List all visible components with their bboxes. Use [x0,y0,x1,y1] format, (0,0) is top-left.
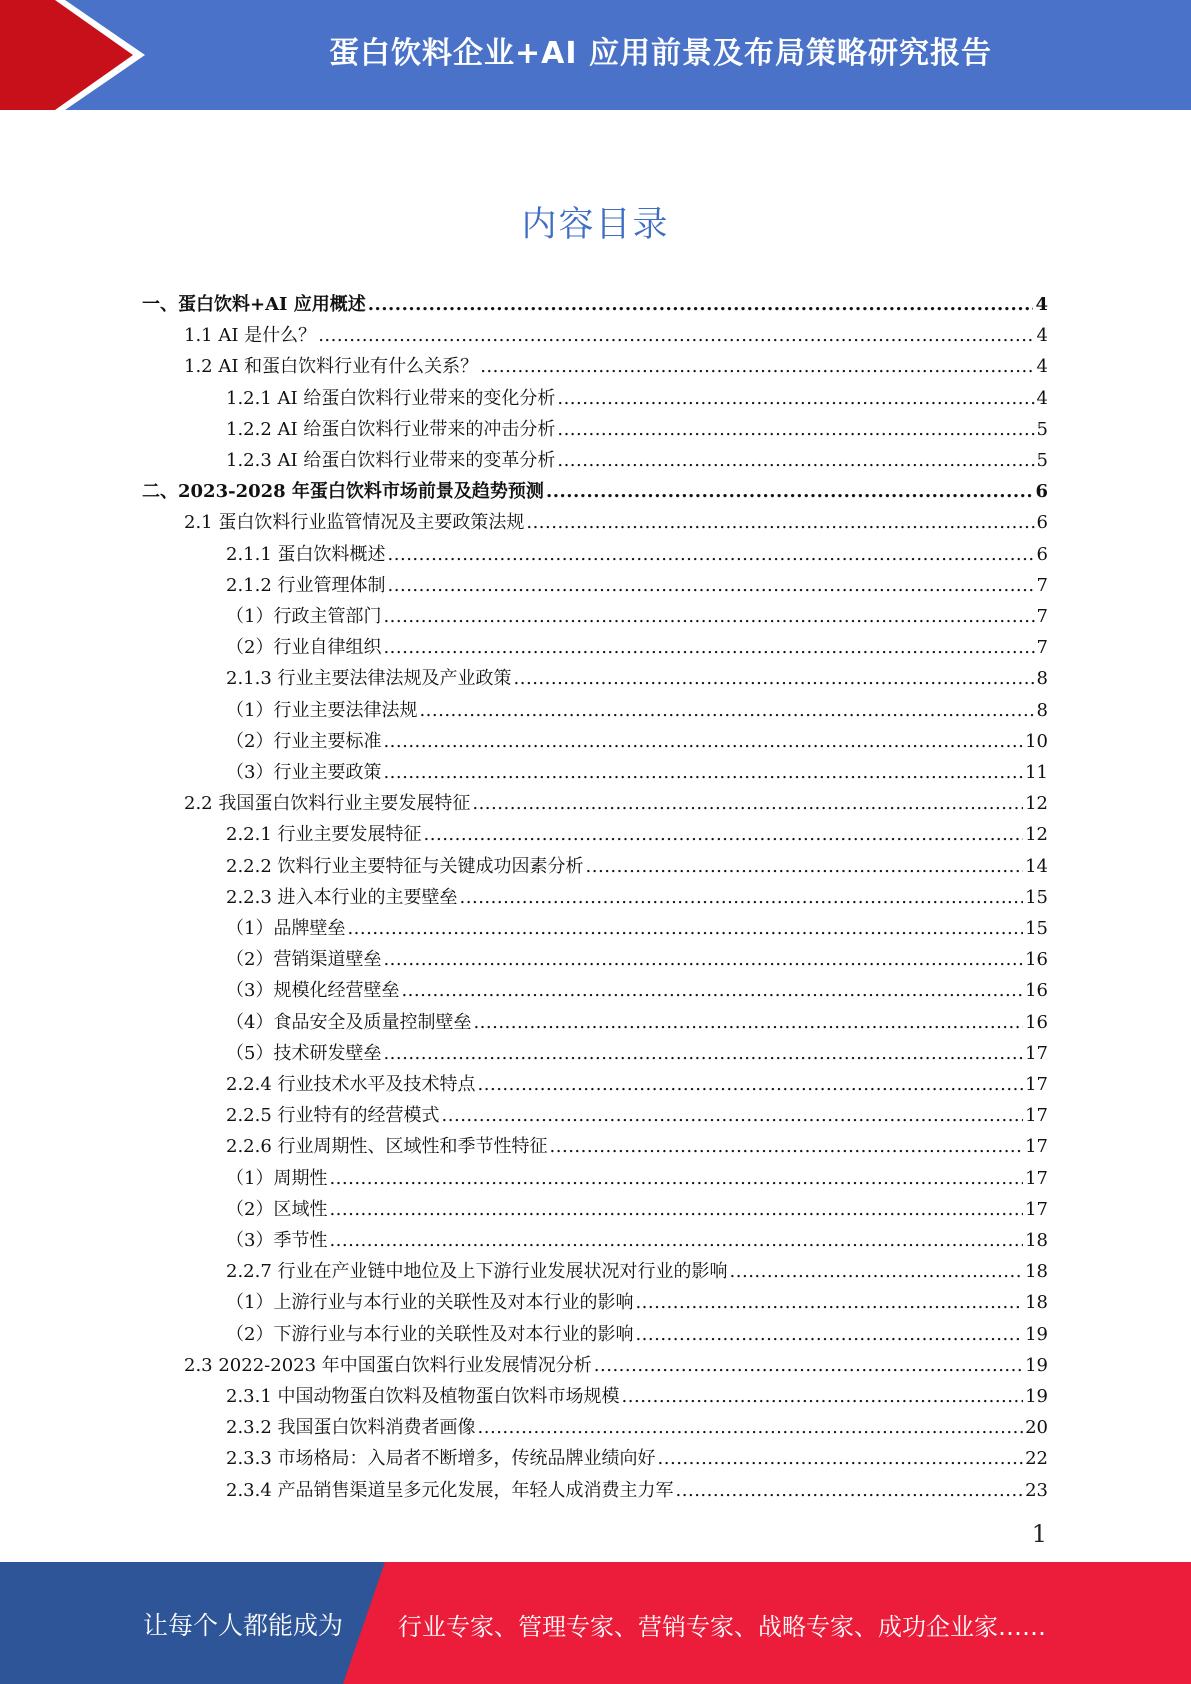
toc-entry[interactable] [142,285,1048,316]
toc-entry-title: 1.2.3 AI 给蛋白饮料行业带来的变革分析 [226,450,556,471]
toc-entry-page: 6 [1036,512,1048,534]
toc-entry-page: 7 [1036,606,1048,627]
toc-entry[interactable] [226,566,1048,597]
toc-entry-title: （1）品牌壁垒 [226,918,346,939]
toc-entry-title: （2）行业自律组织 [226,637,382,659]
toc-entry[interactable] [226,971,1048,1002]
toc-entry[interactable] [226,535,1048,566]
toc-entry[interactable] [184,1346,1048,1377]
toc-entry-title: （1）行业主要法律法规 [226,699,418,721]
toc-entry-title: （2）行业主要标准 [226,730,382,752]
toc-entry-page: 6 [1035,481,1048,503]
toc-entry[interactable] [226,410,1048,441]
toc-entry-page: 4 [1036,387,1048,409]
toc-entry-page: 20 [1025,1417,1048,1439]
toc-entry-page: 8 [1036,699,1048,721]
toc-entry-title: 1.2.1 AI 给蛋白饮料行业带来的变化分析 [226,387,556,409]
toc-entry[interactable] [184,347,1048,378]
toc-entry-page: 10 [1025,730,1048,752]
toc-dot-leader [442,1105,1024,1127]
toc-entry-title: （3）行业主要政策 [226,762,382,783]
toc-dot-leader [635,1292,1023,1314]
toc-dot-leader [526,512,1034,534]
toc-entry[interactable] [226,1283,1048,1314]
toc-heading: 内容目录 [521,205,670,245]
toc-dot-leader [383,606,1034,628]
toc-entry-title: 2.1.3 行业主要法律法规及产业政策 [226,668,512,690]
toc-entry[interactable] [184,316,1048,347]
toc-entry-page: 7 [1036,574,1048,596]
footer-slogan-right: 行业专家、管理专家、营销专家、战略专家、成功企业家…… [398,1613,1046,1641]
toc-entry-title: 2.2 我国蛋白饮料行业主要发展特征 [184,793,471,815]
toc-entry-page: 19 [1025,1386,1048,1407]
toc-entry[interactable] [184,503,1048,534]
toc-dot-leader [557,450,1034,472]
toc-dot-leader [383,949,1023,971]
toc-entry-page: 23 [1025,1479,1048,1501]
toc-dot-leader [419,700,1034,722]
toc-entry-title: 2.3.2 我国蛋白饮料消费者画像 [226,1417,476,1439]
toc-dot-leader [635,1324,1023,1346]
toc-dot-leader [424,824,1024,846]
toc-dot-leader [368,294,1034,316]
toc-entry[interactable] [226,722,1048,753]
toc-entry-title: 2.2.5 行业特有的经营模式 [226,1105,440,1127]
toc-entry[interactable] [226,1127,1048,1158]
toc-entry-title: 1.1 AI 是什么？ [184,325,317,347]
toc-entry[interactable] [226,379,1048,410]
toc-dot-leader [329,1199,1023,1221]
toc-entry-page: 7 [1036,637,1048,659]
toc-entry[interactable] [226,628,1048,659]
toc-entry-title: （1）行政主管部门 [226,606,382,627]
toc-entry[interactable] [226,659,1048,690]
header-band [0,0,1191,110]
toc-entry-page: 6 [1036,543,1048,565]
toc-entry-page: 16 [1025,1011,1048,1033]
toc-entry-page: 22 [1025,1448,1048,1470]
toc-dot-leader [676,1480,1024,1502]
toc-dot-leader [383,762,1023,784]
toc-entry-title: 1.2 AI 和蛋白饮料行业有什么关系？ [184,356,479,378]
toc-entry-page: 17 [1025,1042,1048,1064]
toc-entry-title: （5）技术研发壁垒 [226,1042,382,1064]
toc-entry-title: 2.1.2 行业管理体制 [226,574,386,596]
toc-entry-page: 17 [1025,1105,1048,1127]
toc-dot-leader [388,575,1035,597]
toc-entry-title: 2.2.7 行业在产业链中地位及上下游行业发展状况对行业的影响 [226,1261,728,1283]
toc-dot-leader [586,856,1024,878]
toc-entry-page: 17 [1025,1074,1048,1095]
toc-entry-title: 2.2.6 行业周期性、区域性和季节性特征 [226,1136,548,1158]
toc-entry-title: （4）食品安全及质量控制壁垒 [226,1011,472,1033]
toc-entry-title: （2）区域性 [226,1198,328,1220]
toc-entry-title: 二、2023-2028 年蛋白饮料市场前景及趋势预测 [142,481,544,503]
toc-dot-leader [329,1168,1023,1190]
toc-entry[interactable] [226,909,1048,940]
toc-entry-title: （1）周期性 [226,1167,328,1189]
toc-entry[interactable] [142,472,1048,503]
toc-entry-page: 18 [1025,1230,1048,1251]
toc-dot-leader [401,980,1023,1002]
toc-entry[interactable] [226,441,1048,472]
toc-dot-leader [383,637,1034,659]
toc-entry-title: （2）营销渠道壁垒 [226,949,382,971]
toc-dot-leader [550,1136,1024,1158]
toc-dot-leader [622,1386,1024,1408]
toc-entry-page: 17 [1025,1136,1048,1158]
toc-entry[interactable] [184,784,1048,815]
toc-entry-page: 5 [1036,418,1048,440]
toc-entry-title: 2.3 2022-2023 年中国蛋白饮料行业发展情况分析 [184,1354,592,1376]
toc-dot-leader [473,1012,1023,1034]
toc-entry[interactable] [226,1034,1048,1065]
toc-entry[interactable] [226,847,1048,878]
toc-dot-leader [460,887,1024,909]
footer-slogan-left: 让每个人都能成为 [143,1611,344,1640]
toc-entry[interactable] [226,940,1048,971]
toc-entry-page: 15 [1025,918,1048,939]
toc-entry-page: 15 [1025,886,1048,908]
toc-entry-page: 12 [1025,824,1048,846]
toc-entry[interactable] [226,753,1048,784]
toc-entry[interactable] [226,878,1048,909]
toc-entry-title: （2）下游行业与本行业的关联性及对本行业的影响 [226,1323,634,1345]
toc-entry-page: 19 [1025,1354,1048,1376]
toc-entry-title: 2.2.3 进入本行业的主要壁垒 [226,886,458,908]
report-title: 蛋白饮料企业+AI 应用前景及布局策略研究报告 [329,36,992,71]
toc-entry-title: 2.3.4 产品销售渠道呈多元化发展，年轻人成消费主力军 [226,1479,674,1501]
toc-entry-page: 17 [1025,1167,1048,1189]
toc-dot-leader [383,731,1023,753]
toc-entry[interactable] [226,597,1048,628]
toc-dot-leader [383,1043,1023,1065]
toc-entry-page: 18 [1025,1261,1048,1283]
toc-entry[interactable] [226,1315,1048,1346]
toc-dot-leader [388,544,1035,566]
toc-entry-page: 14 [1025,855,1048,877]
toc-entry-title: 2.3.3 市场格局：入局者不断增多，传统品牌业绩向好 [226,1448,656,1470]
toc-dot-leader [478,1417,1024,1439]
toc-entry[interactable] [226,691,1048,722]
toc-dot-leader [557,419,1034,441]
toc-entry-page: 16 [1025,980,1048,1002]
toc-entry-page: 17 [1025,1198,1048,1220]
toc-entry-page: 4 [1036,325,1048,347]
toc-entry-title: （3）季节性 [226,1230,328,1251]
toc-entry[interactable] [226,1003,1048,1034]
toc-entry[interactable] [226,1065,1048,1096]
toc-dot-leader [347,918,1023,940]
toc-entry[interactable] [226,1408,1048,1439]
toc-entry[interactable] [226,1190,1048,1221]
toc-dot-leader [514,668,1035,690]
toc-entry-title: 2.1 蛋白饮料行业监管情况及主要政策法规 [184,512,525,534]
toc-entry-title: （1）上游行业与本行业的关联性及对本行业的影响 [226,1292,634,1314]
toc-dot-leader [472,793,1023,815]
toc-entry-title: 一、蛋白饮料+AI 应用概述 [142,294,366,315]
toc-entry[interactable] [226,1221,1048,1252]
toc-entry-title: 2.2.2 饮料行业主要特征与关键成功因素分析 [226,855,584,877]
toc-entry-page: 11 [1025,762,1048,783]
toc-entry[interactable] [226,1096,1048,1127]
toc-entry-page: 18 [1025,1292,1048,1314]
toc-dot-leader [594,1355,1023,1377]
toc-entry-page: 5 [1036,450,1048,471]
toc-entry-title: 2.2.4 行业技术水平及技术特点 [226,1074,476,1095]
toc-dot-leader [557,388,1034,410]
toc-entry[interactable] [226,815,1048,846]
toc-entry-page: 19 [1025,1323,1048,1345]
toc-entry[interactable] [226,1252,1048,1283]
toc-dot-leader [318,325,1034,347]
toc-dot-leader [546,481,1034,503]
page-number: 1 [1031,1520,1047,1548]
toc-entry[interactable] [226,1377,1048,1408]
toc-entry-page: 12 [1025,793,1048,815]
toc-entry-title: 2.3.1 中国动物蛋白饮料及植物蛋白饮料市场规模 [226,1386,620,1407]
toc-dot-leader [480,356,1034,378]
toc-entry-page: 4 [1036,356,1048,378]
toc-dot-leader [478,1074,1024,1096]
toc-entry-page: 16 [1025,949,1048,971]
toc-entry-page: 8 [1036,668,1048,690]
toc-entry-title: 2.1.1 蛋白饮料概述 [226,543,386,565]
toc-entry-page: 4 [1035,294,1048,315]
toc-entry[interactable] [226,1439,1048,1470]
toc-dot-leader [730,1261,1024,1283]
toc-entry-title: （3）规模化经营壁垒 [226,980,400,1002]
toc-dot-leader [658,1448,1024,1470]
toc-entry[interactable] [226,1471,1048,1502]
toc-entry-title: 1.2.2 AI 给蛋白饮料行业带来的冲击分析 [226,418,556,440]
footer-band [0,1562,1191,1684]
toc-dot-leader [329,1230,1023,1252]
toc-entry[interactable] [226,1159,1048,1190]
toc-entry-title: 2.2.1 行业主要发展特征 [226,824,422,846]
